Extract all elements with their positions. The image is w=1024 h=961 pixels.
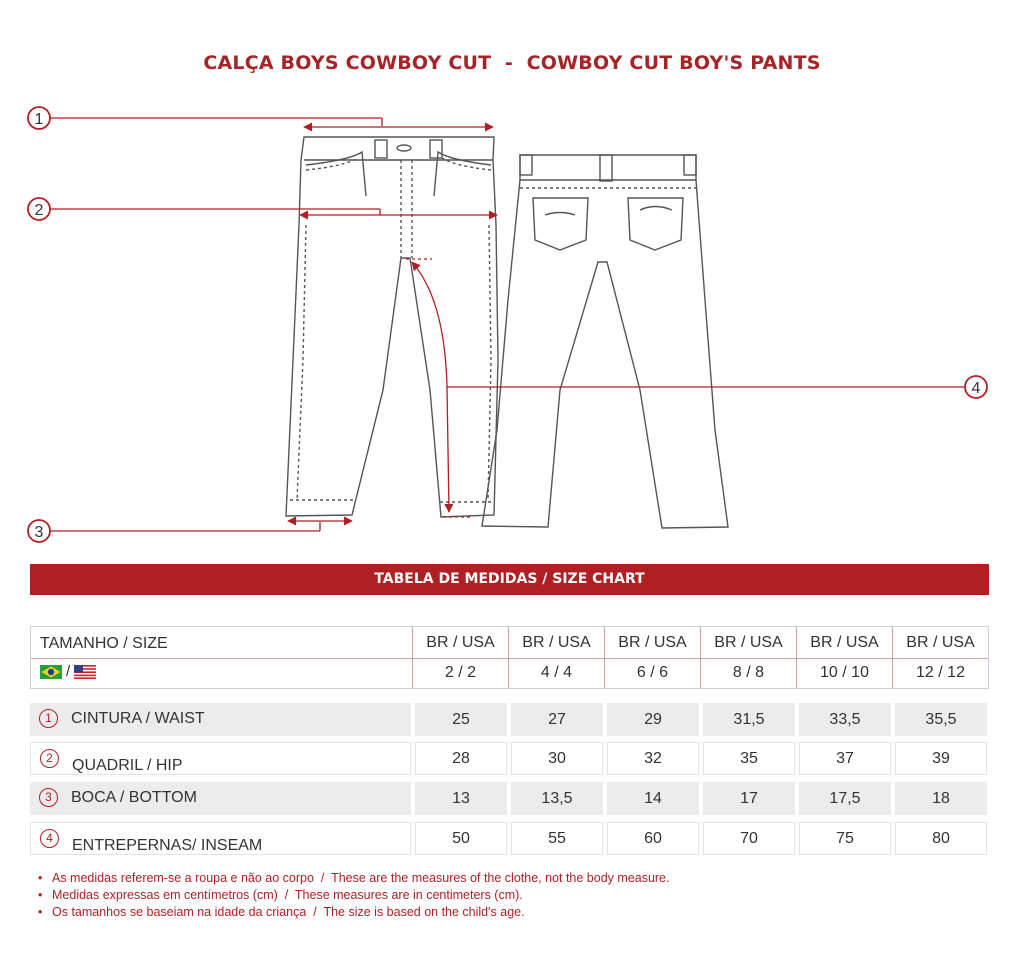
size-header-table — [30, 626, 989, 689]
pants-diagram — [0, 90, 1024, 550]
footnotes — [38, 870, 669, 921]
table-cell: 70 — [703, 822, 795, 855]
table-cell: 29 — [607, 703, 699, 736]
table-cell: 13,5 — [511, 782, 603, 815]
table-cell: 55 — [511, 822, 603, 855]
table-cell: 50 — [415, 822, 507, 855]
table-cell: 27 — [511, 703, 603, 736]
footnote — [38, 887, 669, 904]
table-cell: 33,5 — [799, 703, 891, 736]
inseam-arrow — [412, 262, 449, 512]
flags — [40, 663, 96, 680]
table-cell: 35 — [703, 742, 795, 775]
row-label: BOCA / BOTTOM — [71, 789, 197, 806]
svg-text:4: 4 — [971, 380, 981, 397]
size-value-3: 6 / 6 — [604, 658, 700, 688]
size-value-6: 12 / 12 — [892, 658, 988, 688]
table-cell: 13 — [415, 782, 507, 815]
table-cell: 14 — [607, 782, 699, 815]
table-row-inseam — [30, 822, 989, 855]
row-number-badge: 4 — [40, 829, 59, 848]
size-chart-banner: TABELA DE MEDIDAS / SIZE CHART — [30, 564, 989, 595]
marker-3 — [28, 520, 50, 542]
table-cell: 18 — [895, 782, 987, 815]
row-label-cell — [30, 822, 411, 855]
row-number-badge: 1 — [39, 709, 58, 728]
table-cell: 35,5 — [895, 703, 987, 736]
usa-flag-icon — [74, 665, 96, 679]
row-label-cell — [30, 703, 411, 736]
size-value-2: 4 / 4 — [508, 658, 604, 688]
brazil-flag-icon — [40, 665, 62, 679]
measurement-lines — [50, 118, 965, 531]
footnote-text: Medidas expressas em centímetros (cm) / These measures are in centimeters (cm). — [52, 888, 523, 902]
size-header-label: TAMANHO / SIZE — [40, 635, 168, 652]
table-cell: 75 — [799, 822, 891, 855]
header-region-6: BR / USA — [892, 627, 988, 658]
table-cell: 31,5 — [703, 703, 795, 736]
table-cell: 60 — [607, 822, 699, 855]
table-row-bottom — [30, 782, 989, 815]
table-cell: 32 — [607, 742, 699, 775]
marker-4 — [965, 376, 987, 398]
row-label: ENTREPERNAS/ INSEAM — [72, 837, 263, 854]
svg-text:3: 3 — [34, 524, 44, 541]
table-cell: 30 — [511, 742, 603, 775]
row-number-badge: 3 — [39, 788, 58, 807]
marker-1 — [28, 107, 50, 129]
header-region-3: BR / USA — [604, 627, 700, 658]
table-cell: 17,5 — [799, 782, 891, 815]
size-value-4: 8 / 8 — [700, 658, 796, 688]
row-label: CINTURA / WAIST — [71, 710, 205, 727]
svg-text:1: 1 — [34, 111, 44, 128]
table-cell: 17 — [703, 782, 795, 815]
table-cell: 28 — [415, 742, 507, 775]
bullet-icon: • — [38, 905, 43, 919]
header-region-4: BR / USA — [700, 627, 796, 658]
row-number-badge: 2 — [40, 749, 59, 768]
row-label: QUADRIL / HIP — [72, 757, 183, 774]
footnote-text: Os tamanhos se baseiam na idade da criança / The size is based on the child's age. — [52, 905, 525, 919]
table-row-hip — [30, 742, 989, 775]
footnote — [38, 904, 669, 921]
header-region-1: BR / USA — [412, 627, 508, 658]
size-value-1: 2 / 2 — [412, 658, 508, 688]
page-title: CALÇA BOYS COWBOY CUT - COWBOY CUT BOY'S PANTS — [203, 52, 821, 74]
table-cell: 37 — [799, 742, 891, 775]
table-row-waist — [30, 703, 989, 736]
marker-2 — [28, 198, 50, 220]
table-cell: 80 — [895, 822, 987, 855]
header-region-2: BR / USA — [508, 627, 604, 658]
front-pants-illustration — [286, 137, 498, 517]
row-label-cell — [30, 742, 411, 775]
header-region-5: BR / USA — [796, 627, 892, 658]
size-value-5: 10 / 10 — [796, 658, 892, 688]
flag-separator: / — [66, 663, 71, 680]
svg-text:2: 2 — [34, 202, 44, 219]
footnote-text: As medidas referem-se a roupa e não ao corpo / These are the measures of the clothe, not the body measure. — [52, 871, 670, 885]
footnote — [38, 870, 669, 887]
bullet-icon: • — [38, 871, 43, 885]
back-pants-illustration — [482, 155, 728, 528]
row-label-cell — [30, 782, 411, 815]
table-cell: 25 — [415, 703, 507, 736]
bullet-icon: • — [38, 888, 43, 902]
table-cell: 39 — [895, 742, 987, 775]
